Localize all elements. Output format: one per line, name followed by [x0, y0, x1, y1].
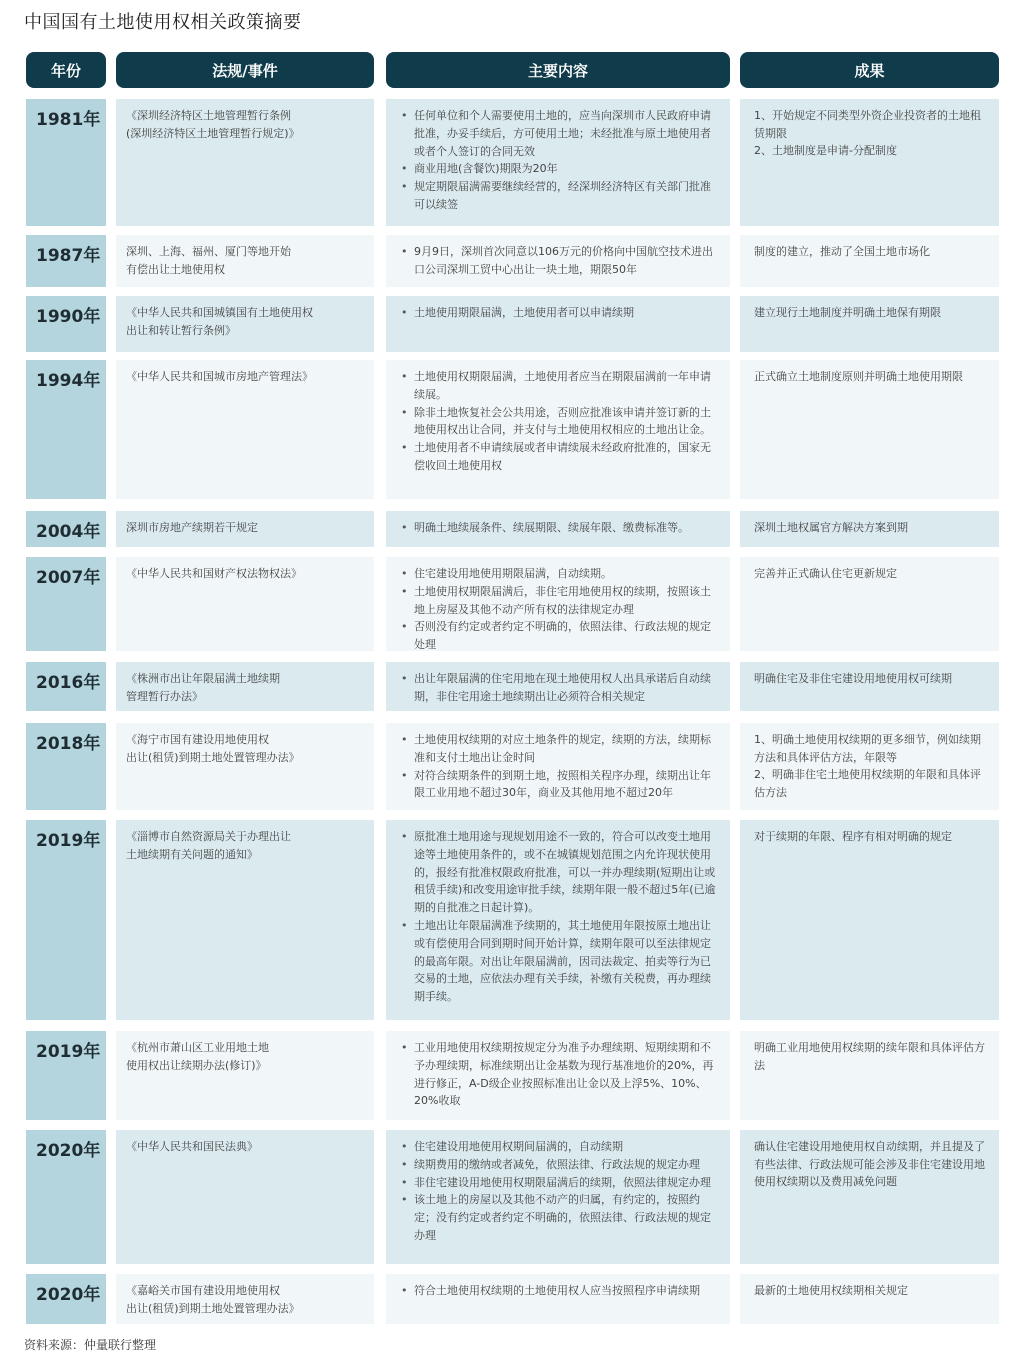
content-item: • 出让年限届满的住宅用地在现土地使用权人出具承诺后自动续期，非住宅用途土地续期出让必须符合相关规定	[400, 670, 716, 706]
content-cell	[386, 99, 730, 226]
year-label: 2019年	[36, 831, 101, 851]
content-list	[400, 565, 716, 654]
content-item: • 工业用地使用权续期按规定分为准予办理续期、短期续期和不予办理续期，标准续期出让金基数为现行基准地价的20%，再进行修正，A-D级企业按照标准出让金以及上浮5%、10%、20%收取	[400, 1039, 716, 1110]
content-list	[400, 107, 716, 214]
year-label: 2020年	[36, 1141, 101, 1161]
year-label: 2019年	[36, 1042, 101, 1062]
content-item: • 住宅建设用地使用期限届满，自动续期。	[400, 565, 716, 583]
year-label: 1981年	[36, 110, 101, 130]
content-cell	[386, 1130, 730, 1264]
year-cell	[26, 1130, 106, 1264]
result-cell	[740, 723, 999, 810]
law-text: 《淄博市自然资源局关于办理出让 土地续期有关问题的通知》	[126, 830, 291, 861]
law-cell	[116, 1274, 374, 1324]
content-item: • 规定期限届满需要继续经营的，经深圳经济特区有关部门批准可以续签	[400, 178, 716, 214]
result-text: 完善并正式确认住宅更新规定	[754, 567, 897, 580]
year-cell	[26, 235, 106, 287]
law-cell	[116, 723, 374, 810]
source-note: 资料来源：仲量联行整理	[24, 1338, 157, 1352]
result-cell	[740, 296, 999, 352]
table-row	[0, 99, 1024, 226]
result-cell	[740, 360, 999, 499]
header-result: 成果	[740, 52, 999, 88]
content-cell	[386, 296, 730, 352]
result-cell	[740, 99, 999, 226]
law-cell	[116, 557, 374, 651]
result-cell	[740, 1130, 999, 1264]
year-cell	[26, 1031, 106, 1120]
result-cell	[740, 662, 999, 711]
law-text: 《嘉峪关市国有建设用地使用权 出让(租赁)到期土地处置管理办法》	[126, 1284, 300, 1315]
content-item: • 商业用地(含餐饮)期限为20年	[400, 160, 716, 178]
year-label: 2018年	[36, 734, 101, 754]
content-list	[400, 304, 716, 322]
result-cell	[740, 557, 999, 651]
result-text: 最新的土地使用权续期相关规定	[754, 1284, 908, 1297]
year-cell	[26, 360, 106, 499]
year-cell	[26, 1274, 106, 1324]
law-cell	[116, 360, 374, 499]
header-year: 年份	[26, 52, 106, 88]
content-cell	[386, 235, 730, 287]
result-text: 对于续期的年限、程序有相对明确的规定	[754, 830, 952, 843]
content-list	[400, 368, 716, 475]
content-item: • 明确土地续展条件、续展期限、续展年限、缴费标准等。	[400, 519, 716, 537]
year-cell	[26, 723, 106, 810]
content-cell	[386, 1031, 730, 1120]
content-item: • 该土地上的房屋以及其他不动产的归属，有约定的，按照约定；没有约定或者约定不明确的，依照法律、行政法规的规定办理	[400, 1191, 716, 1244]
content-list	[400, 670, 716, 706]
result-text: 1、明确土地使用权续期的更多细节，例如续期方法和具体评估方法，年限等 2、明确非住宅土地使用权续期的年限和具体评估方法	[754, 733, 981, 799]
law-text: 深圳、上海、福州、厦门等地开始 有偿出让土地使用权	[126, 245, 291, 276]
content-cell	[386, 360, 730, 499]
year-label: 1994年	[36, 371, 101, 391]
year-label: 1990年	[36, 307, 101, 327]
content-item: • 土地使用者不申请续展或者申请续展未经政府批准的，国家无偿收回土地使用权	[400, 439, 716, 475]
result-cell	[740, 235, 999, 287]
content-item: • 9月9日，深圳首次同意以106万元的价格向中国航空技术进出口公司深圳工贸中心出让一块土地，期限50年	[400, 243, 716, 279]
result-text: 深圳土地权属官方解决方案到期	[754, 521, 908, 534]
content-item: • 土地使用权续期的对应土地条件的规定，续期的方法，续期标准和支付土地出让金时间	[400, 731, 716, 767]
content-cell	[386, 820, 730, 1020]
table-row	[0, 1031, 1024, 1120]
content-cell	[386, 662, 730, 711]
table-row	[0, 557, 1024, 651]
year-cell	[26, 557, 106, 651]
table-row	[0, 235, 1024, 287]
law-text: 《株洲市出让年限届满土地续期 管理暂行办法》	[126, 672, 280, 703]
law-text: 《杭州市萧山区工业用地土地 使用权出让续期办法(修订)》	[126, 1041, 269, 1072]
table-row	[0, 662, 1024, 711]
law-cell	[116, 662, 374, 711]
law-text: 深圳市房地产续期若干规定	[126, 521, 258, 534]
year-label: 2020年	[36, 1285, 101, 1305]
year-label: 2007年	[36, 568, 101, 588]
table-row	[0, 723, 1024, 810]
result-text: 建立现行土地制度并明确土地保有期限	[754, 306, 941, 319]
law-text: 《中华人民共和国城镇国有土地使用权 出让和转让暂行条例》	[126, 306, 313, 337]
year-label: 2016年	[36, 673, 101, 693]
content-item: • 土地使用权期限届满后，非住宅用地使用权的续期，按照该土地上房屋及其他不动产所有权的法律规定办理	[400, 583, 716, 619]
header-law: 法规/事件	[116, 52, 374, 88]
law-cell	[116, 99, 374, 226]
content-cell	[386, 1274, 730, 1324]
content-item: • 否则没有约定或者约定不明确的，依照法律、行政法规的规定处理	[400, 618, 716, 654]
year-cell	[26, 820, 106, 1020]
result-cell	[740, 820, 999, 1020]
law-text: 《中华人民共和国城市房地产管理法》	[126, 370, 313, 383]
content-item: • 符合土地使用权续期的土地使用权人应当按照程序申请续期	[400, 1282, 716, 1300]
year-label: 2004年	[36, 522, 101, 542]
result-text: 确认住宅建设用地使用权自动续期，并且提及了有些法律、行政法规可能会涉及非住宅建设用地使用权续期以及费用减免问题	[754, 1140, 985, 1188]
content-item: • 原批准土地用途与现规划用途不一致的，符合可以改变土地用途等土地使用条件的，或不在城镇规划范围之内允许现状使用的，报经有批准权限政府批准，可以一并办理续期(短期出让或租赁手续)和改变用途审批手续，续期年限一般不超过5年(已逾期的自批准之日起计算)。	[400, 828, 716, 917]
content-item: • 除非土地恢复社会公共用途，否则应批准该申请并签订新的土地使用权出让合同，并支付与土地使用权相应的土地出让金。	[400, 404, 716, 440]
content-item: • 土地使用期限届满，土地使用者可以申请续期	[400, 304, 716, 322]
law-cell	[116, 1130, 374, 1264]
result-text: 正式确立土地制度原则并明确土地使用期限	[754, 370, 963, 383]
table-row	[0, 296, 1024, 352]
table-row	[0, 360, 1024, 499]
law-cell	[116, 296, 374, 352]
law-cell	[116, 1031, 374, 1120]
year-cell	[26, 99, 106, 226]
content-cell	[386, 557, 730, 651]
content-list	[400, 1138, 716, 1245]
table-row	[0, 1130, 1024, 1264]
result-text: 制度的建立，推动了全国土地市场化	[754, 245, 930, 258]
content-item: • 续期费用的缴纳或者减免，依照法律、行政法规的规定办理	[400, 1156, 716, 1174]
result-cell	[740, 1031, 999, 1120]
law-cell	[116, 235, 374, 287]
result-cell	[740, 1274, 999, 1324]
content-item: • 住宅建设用地使用权期间届满的，自动续期	[400, 1138, 716, 1156]
table-row	[0, 511, 1024, 547]
content-item: • 土地出让年限届满准予续期的，其土地使用年限按原土地出让或有偿使用合同到期时间开始计算，续期年限可以至法律规定的最高年限。对出让年限届满前，因司法裁定、拍卖等行为已交易的土地，应依法办理有关手续，补缴有关税费，再办理续期手续。	[400, 917, 716, 1006]
header-content: 主要内容	[386, 52, 730, 88]
content-list	[400, 828, 716, 1006]
law-text: 《海宁市国有建设用地使用权 出让(租赁)到期土地处置管理办法》	[126, 733, 300, 764]
result-text: 明确工业用地使用权续期的续年限和具体评估方法	[754, 1041, 985, 1072]
content-list	[400, 243, 716, 279]
year-label: 1987年	[36, 246, 101, 266]
content-item: • 任何单位和个人需要使用土地的，应当向深圳市人民政府申请批准，办妥手续后，方可使用土地；未经批准与原土地使用者或者个人签订的合同无效	[400, 107, 716, 160]
content-list	[400, 519, 716, 537]
page-title: 中国国有土地使用权相关政策摘要	[24, 12, 302, 33]
year-cell	[26, 662, 106, 711]
content-item: • 非住宅建设用地使用权期限届满后的续期，依照法律规定办理	[400, 1174, 716, 1192]
content-cell	[386, 723, 730, 810]
result-text: 明确住宅及非住宅建设用地使用权可续期	[754, 672, 952, 685]
law-text: 《深圳经济特区土地管理暂行条例 (深圳经济特区土地管理暂行规定)》	[126, 109, 300, 140]
law-text: 《中华人民共和国民法典》	[126, 1140, 258, 1153]
content-list	[400, 731, 716, 802]
year-cell	[26, 296, 106, 352]
content-list	[400, 1039, 716, 1110]
content-list	[400, 1282, 716, 1300]
result-text: 1、开始规定不同类型外资企业投资者的土地租赁期限 2、土地制度是申请-分配制度	[754, 109, 981, 157]
table-row	[0, 1274, 1024, 1324]
content-item: • 土地使用权期限届满，土地使用者应当在期限届满前一年申请续展。	[400, 368, 716, 404]
law-cell	[116, 820, 374, 1020]
result-cell	[740, 511, 999, 547]
table-row	[0, 820, 1024, 1020]
law-cell	[116, 511, 374, 547]
year-cell	[26, 511, 106, 547]
content-item: • 对符合续期条件的到期土地，按照相关程序办理，续期出让年限工业用地不超过30年，商业及其他用地不超过20年	[400, 767, 716, 803]
content-cell	[386, 511, 730, 547]
law-text: 《中华人民共和国财产权法物权法》	[126, 567, 302, 580]
